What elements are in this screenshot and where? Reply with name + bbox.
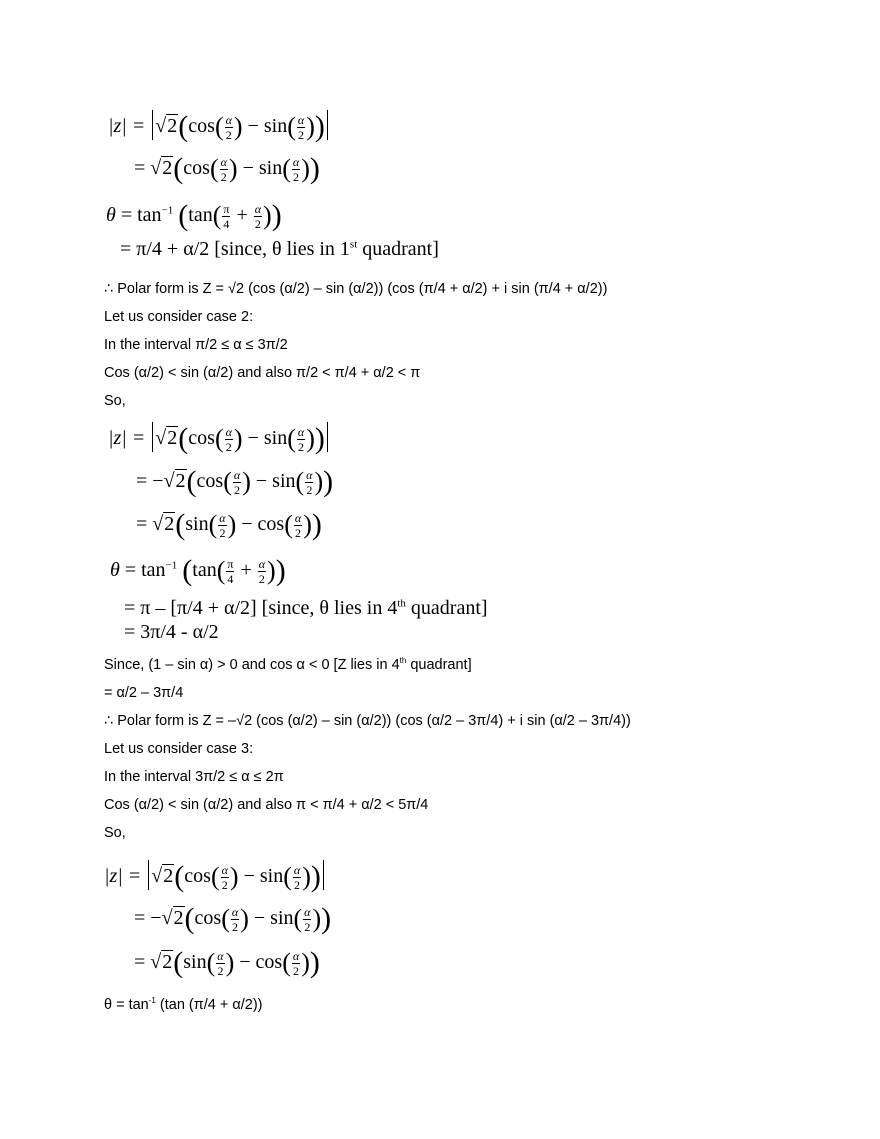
modulus-line-4: = −√2(cos( $\frac{\alpha}{2}$ ) − sin( $\frac{\alpha}{2}$ )) [136, 465, 334, 498]
case2-heading: Let us consider case 2: [104, 309, 254, 325]
so-label-2: So, [104, 825, 126, 841]
modulus-line-1: |z| = √2(cos( $\frac{\alpha}{2}$ ) − sin( $\frac{\alpha}{2}$ )) [108, 106, 330, 146]
modulus-line-7: = −√2(cos( $\frac{\alpha}{2}$ ) − sin( $\frac{\alpha}{2}$ )) [134, 902, 332, 935]
case2-condition: Cos (α/2) < sin (α/2) and also π/2 < π/4 + α/2 < π [104, 365, 421, 381]
angle-result: = α/2 – 3π/4 [104, 685, 184, 701]
case3-condition: Cos (α/2) < sin (α/2) and also π < π/4 + α/2 < 5π/4 [104, 797, 429, 813]
case3-interval: In the interval 3π/2 ≤ α ≤ 2π [104, 769, 284, 785]
case3-heading: Let us consider case 3: [104, 741, 254, 757]
theta-line-1: $\theta = \tan^{-1} (\tan$( $\frac{\pi}{4}$ + $\frac{\alpha}{2}$ )) [106, 199, 282, 232]
modulus-line-5: = √2(sin( $\frac{\alpha}{2}$ ) − cos( $\frac{\alpha}{2}$ )) [136, 508, 322, 541]
since-condition: Since, (1 – sin α) > 0 and cos α < 0 [Z lies in 4th quadrant] [104, 656, 472, 673]
so-label-1: So, [104, 393, 126, 409]
theta-line-2: $\theta = \tan^{-1} (\tan$( $\frac{\pi}{4}$ + $\frac{\alpha}{2}$ )) [110, 554, 286, 587]
modulus-line-3: |z| = √2(cos( $\frac{\alpha}{2}$ ) − sin( $\frac{\alpha}{2}$ )) [108, 418, 330, 458]
theta-final: $\theta = \tan^{-1} (\tan$ (π/4 + α/2)) [104, 996, 263, 1013]
modulus-line-2: = √2(cos( $\frac{\alpha}{2}$ ) − sin( $\frac{\alpha}{2}$ )) [134, 152, 320, 185]
theta-result-case2: = π – [π/4 + α/2] [since, θ lies in 4th quadrant] [124, 597, 488, 619]
theta-value-case2: = 3π/4 - α/2 [124, 621, 219, 643]
theta-result-case1: = π/4 + α/2 [since, θ lies in 1st quadrant] [120, 238, 439, 260]
modulus-line-8: = √2(sin( $\frac{\alpha}{2}$ ) − cos( $\frac{\alpha}{2}$ )) [134, 946, 320, 979]
case2-interval: In the interval π/2 ≤ α ≤ 3π/2 [104, 337, 288, 353]
polar-form-case1: ∴ Polar form is Z = √2 (cos (α/2) – sin (α/2)) (cos (π/4 + α/2) + i sin (π/4 + α/2)) [104, 281, 608, 297]
modulus-line-6: |z| = √2(cos( $\frac{\alpha}{2}$ ) − sin( $\frac{\alpha}{2}$ )) [104, 856, 326, 896]
polar-form-case2: ∴ Polar form is Z = –√2 (cos (α/2) – sin (α/2)) (cos (α/2 – 3π/4) + i sin (α/2 – 3π/4)) [104, 713, 631, 729]
